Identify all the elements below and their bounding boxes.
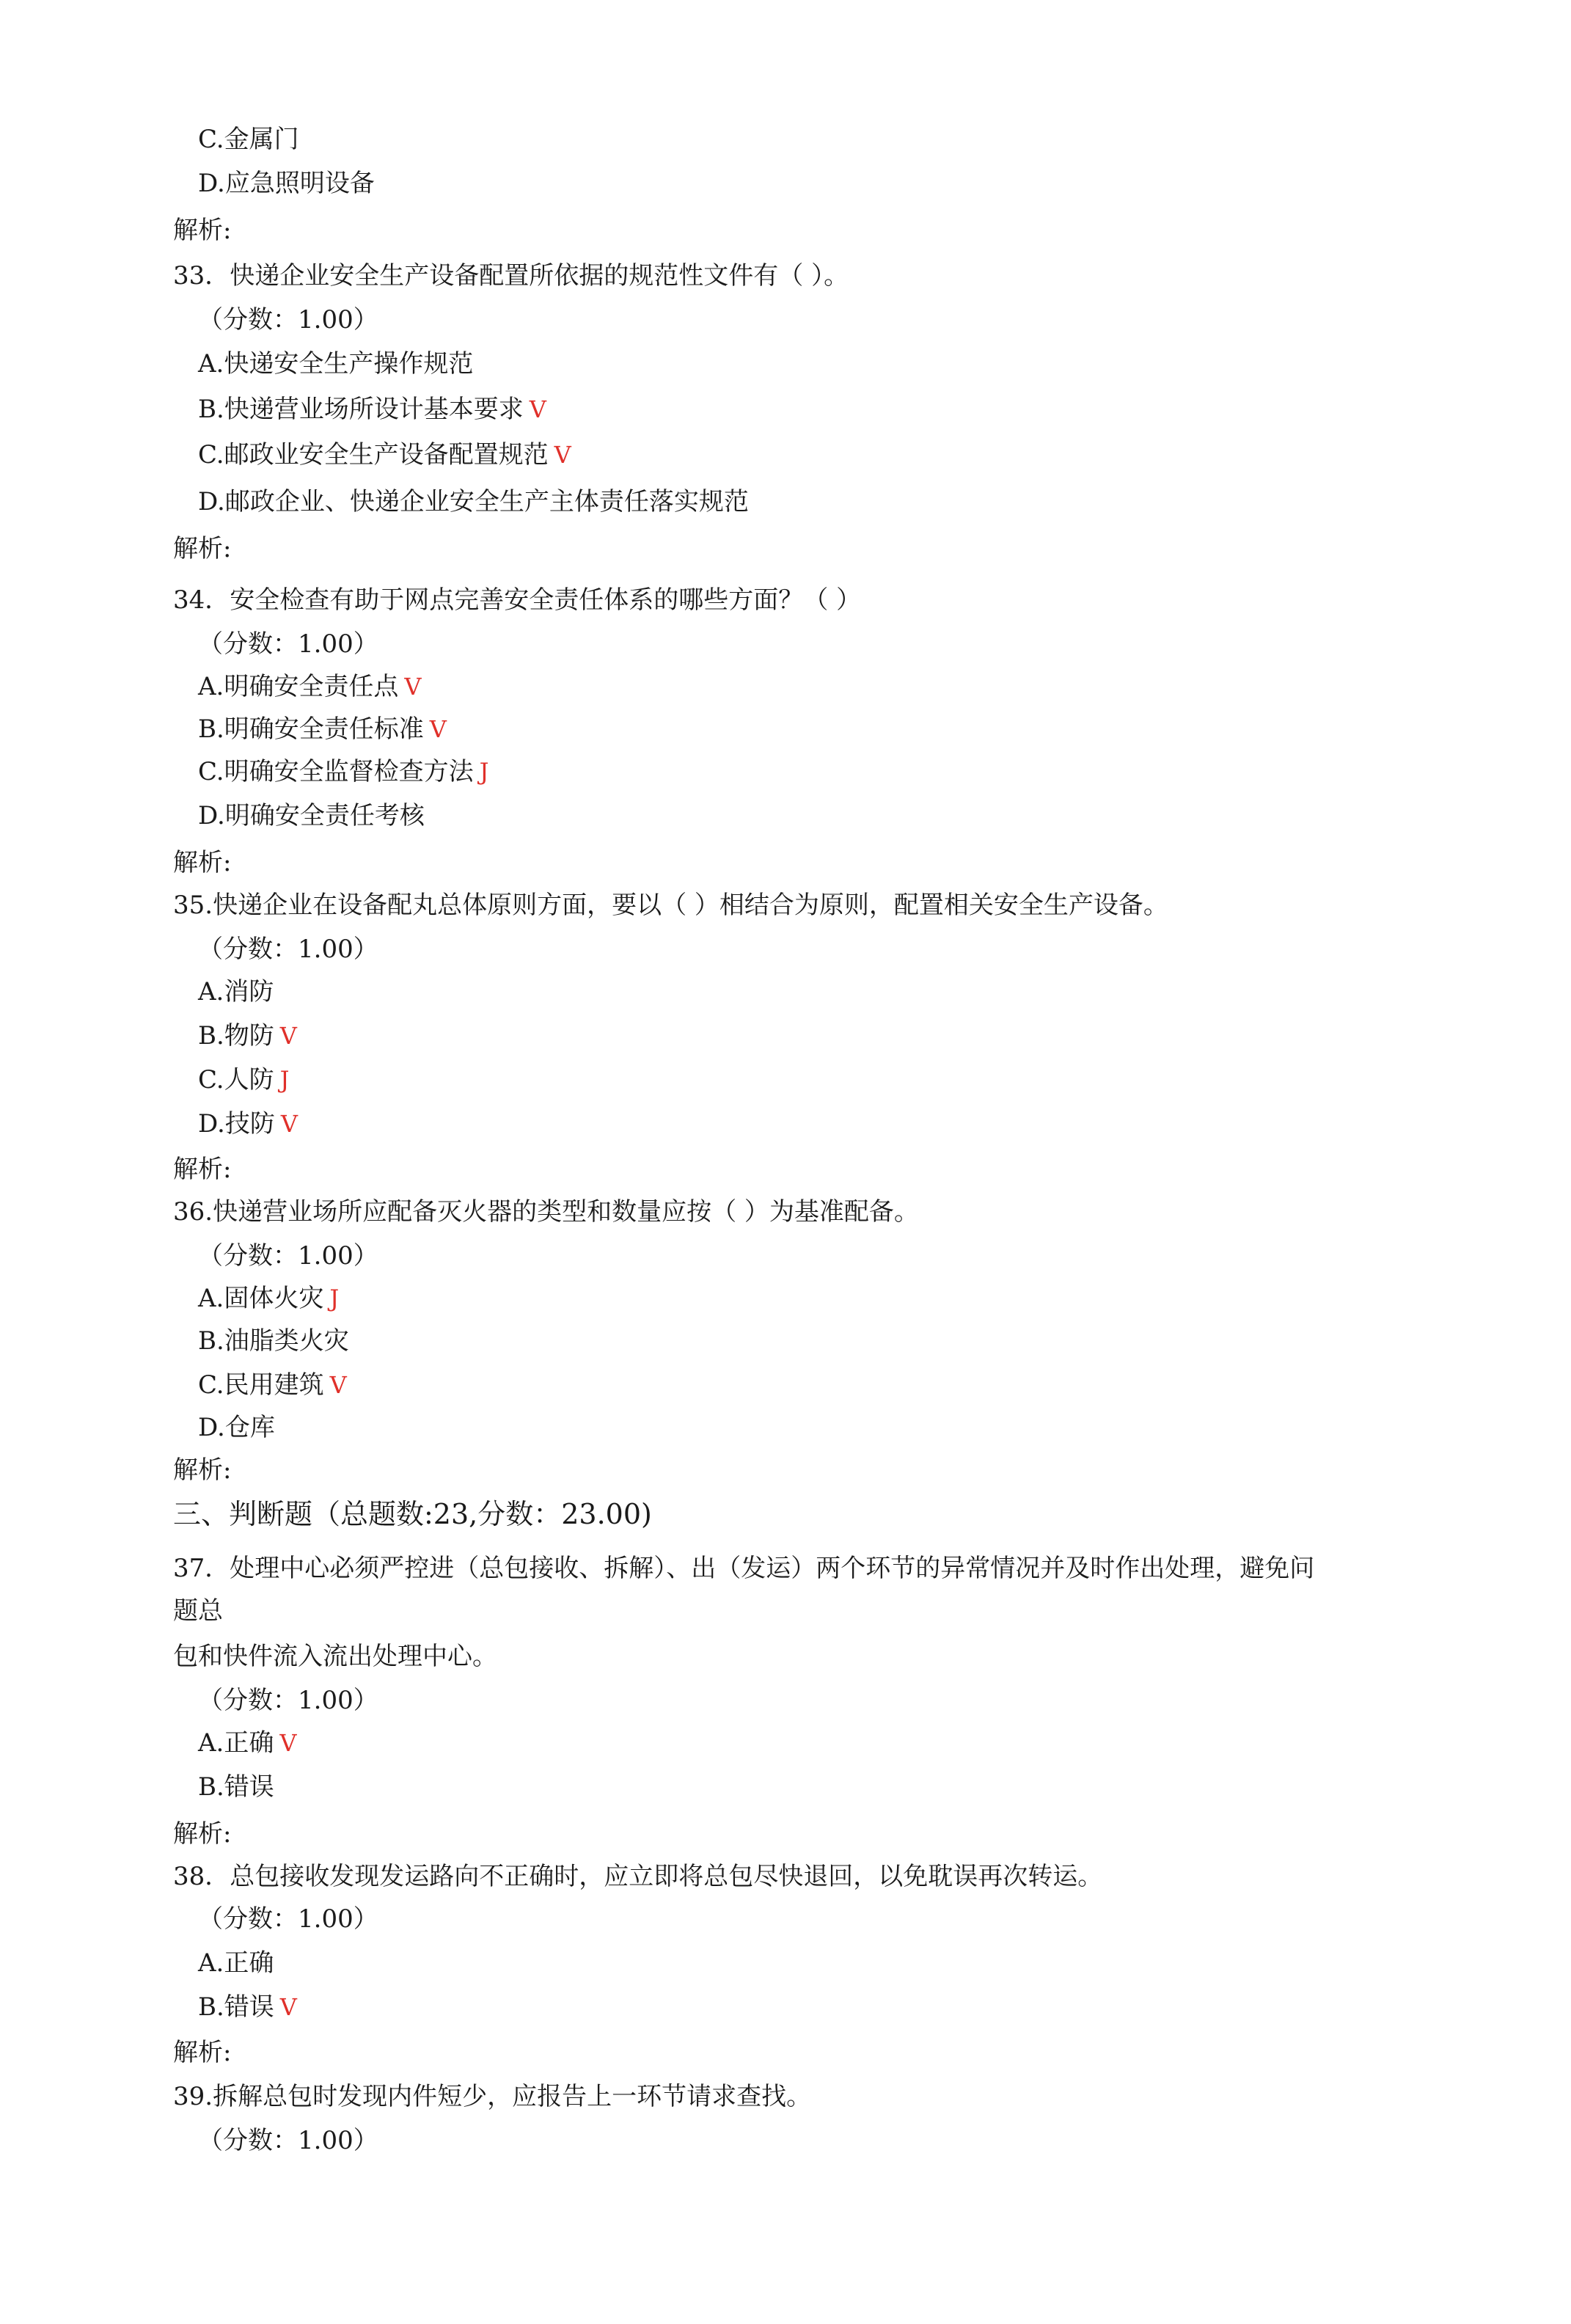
q36-score: （分数：1.00） [198, 1241, 378, 1271]
q37-question-line1: 37．处理中心必须严控进（总包接收、拆解）、出（发运）两个环节的异常情况并及时作出处理，避免问 [173, 1554, 1315, 1583]
option-text: A.快递安全生产操作规范 [198, 349, 474, 379]
answer-mark: V [280, 1110, 298, 1138]
q33-score: （分数：1.00） [198, 305, 378, 335]
option-text: D.邮政企业、快递企业安全生产主体责任落实规范 [198, 487, 749, 516]
option-text: D.应急照明设备 [198, 169, 375, 198]
answer-mark: J [329, 1285, 340, 1312]
option-text: C.金属门 [198, 125, 299, 154]
answer-mark: V [279, 1729, 297, 1757]
q38-option-b [198, 1991, 297, 2023]
option-text: D.仓库 [198, 1413, 275, 1442]
q38-question: 38．总包接收发现发运路向不正确时，应立即将总包尽快退回，以免耽误再次转运。 [173, 1862, 1103, 1891]
q37-analysis-label: 解析: [173, 1819, 232, 1849]
option-text: D.技防 [198, 1109, 275, 1139]
answer-mark: J [479, 758, 489, 786]
q39-score: （分数：1.00） [198, 2126, 378, 2155]
q35-question: 35.快递企业在设备配丸总体原则方面，要以（ ）相结合为原则，配置相关安全生产设备。 [173, 891, 1168, 920]
q35-option-a [198, 976, 279, 1008]
q36-option-b [198, 1325, 355, 1357]
q33-option-b [198, 393, 546, 425]
answer-mark: V [329, 1371, 347, 1399]
q38-score: （分数：1.00） [198, 1904, 378, 1934]
q35-analysis-label: 解析: [173, 1155, 232, 1184]
q34-analysis-label: 解析: [173, 848, 232, 877]
q37-question-line2: 题总 [173, 1596, 223, 1626]
q36-option-d [198, 1411, 281, 1444]
q38-analysis-label: 解析: [173, 2038, 232, 2067]
answer-mark: V [554, 441, 571, 469]
q39-question: 39.拆解总包时发现内件短少，应报告上一环节请求查找。 [173, 2082, 812, 2111]
q37-score: （分数：1.00） [198, 1686, 378, 1715]
option-text: D.明确安全责任考核 [198, 801, 425, 830]
q37-option-a [198, 1727, 296, 1759]
answer-mark: V [429, 715, 447, 743]
q36-analysis-label: 解析: [173, 1455, 232, 1485]
q36-question: 36.快递营业场所应配备灭火器的类型和数量应按（ ）为基准配备。 [173, 1197, 919, 1227]
q37-question-line3: 包和快件流入流出处理中心。 [173, 1642, 497, 1671]
q37-option-b [198, 1771, 280, 1803]
answer-mark: V [404, 673, 422, 701]
option-text: A.明确安全责任点 [198, 672, 399, 701]
q33-question: 33．快递企业安全生产设备配置所依据的规范性文件有（ ）。 [173, 261, 849, 290]
option-text: A.正确 [198, 1948, 274, 1978]
option-text: A.正确 [198, 1728, 274, 1758]
option-text: A.消防 [198, 977, 274, 1006]
option-text: C.明确安全监督检查方法 [198, 757, 474, 786]
q32-analysis-label: 解析: [173, 216, 232, 245]
q33-option-a [198, 348, 479, 380]
q34-option-c [198, 756, 488, 788]
section-heading: 三、判断题（总题数:23,分数：23.00) [173, 1498, 652, 1530]
option-text: B.物防 [198, 1021, 274, 1050]
q33-analysis-label: 解析: [173, 534, 232, 563]
answer-mark: J [279, 1066, 290, 1094]
option-text: C.人防 [198, 1065, 274, 1095]
option-text: C.邮政业安全生产设备配置规范 [198, 440, 549, 469]
q32-option-c [198, 123, 299, 156]
option-text: B.快递营业场所设计基本要求 [198, 395, 524, 424]
q38-option-a [198, 1947, 279, 1979]
q35-option-b [198, 1020, 297, 1052]
q35-option-c [198, 1064, 289, 1096]
q34-option-d [198, 800, 431, 832]
q34-option-a [198, 670, 421, 703]
q35-option-d [198, 1108, 298, 1140]
answer-mark: V [279, 1993, 297, 2021]
option-text: B.错误 [198, 1772, 274, 1802]
answer-mark: V [279, 1022, 297, 1050]
q36-option-c [198, 1369, 347, 1401]
option-text: C.民用建筑 [198, 1370, 324, 1400]
answer-mark: V [529, 395, 546, 423]
q34-question: 34．安全检查有助于网点完善安全责任体系的哪些方面？（ ） [173, 585, 862, 615]
q36-option-a [198, 1282, 339, 1315]
option-text: B.明确安全责任标准 [198, 715, 424, 744]
q34-score: （分数：1.00） [198, 629, 378, 659]
q33-option-d [198, 486, 755, 518]
q32-option-d [198, 167, 375, 200]
option-text: B.错误 [198, 1992, 274, 2022]
q34-option-b [198, 713, 447, 745]
option-text: A.固体火灾 [198, 1284, 324, 1313]
option-text: B.油脂类火灾 [198, 1326, 349, 1356]
q35-score: （分数：1.00） [198, 935, 378, 964]
q33-option-c [198, 439, 571, 471]
